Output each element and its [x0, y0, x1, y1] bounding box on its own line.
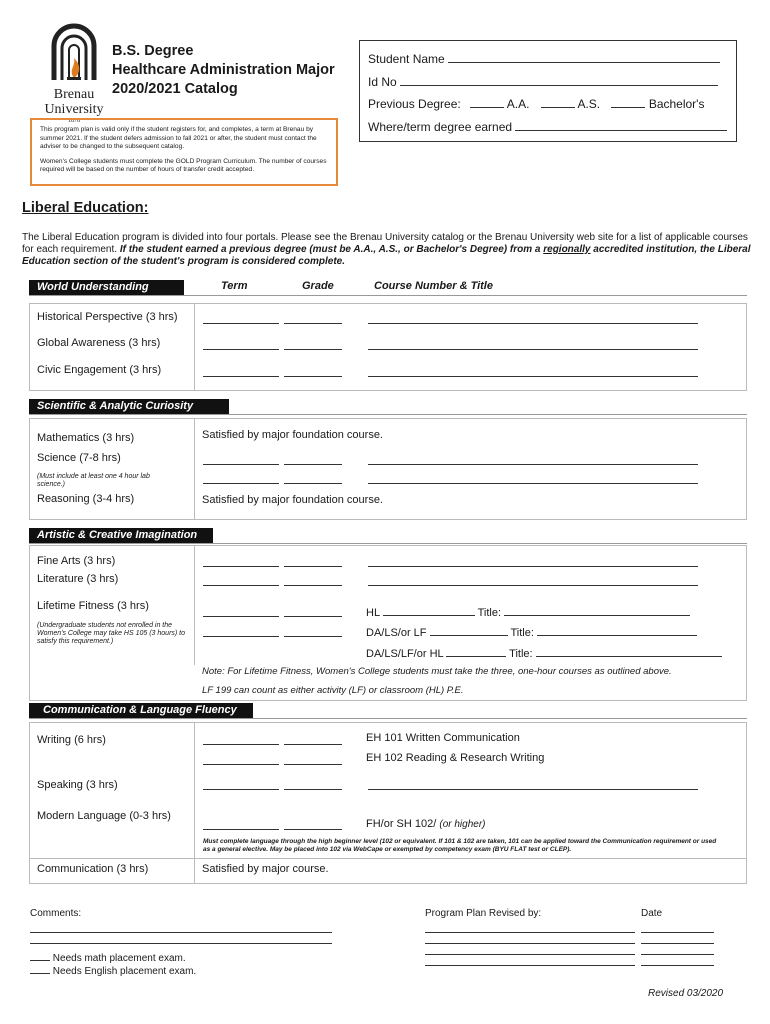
speaking-grade-field[interactable] — [284, 789, 342, 790]
science-term-field-1[interactable] — [203, 464, 279, 465]
comments-label: Comments: — [30, 908, 82, 919]
world-column-divider — [194, 303, 195, 391]
date-line-4[interactable] — [641, 965, 714, 966]
dals-lf-label: DA/LS/or LF — [366, 627, 427, 639]
science-grade-field-2[interactable] — [284, 483, 342, 484]
liberal-education-intro — [22, 232, 752, 268]
catalog-notice-box — [30, 118, 338, 186]
speaking-term-field[interactable] — [203, 789, 279, 790]
comments-line-1[interactable] — [30, 932, 332, 933]
student-name-field[interactable] — [448, 52, 720, 63]
fine-arts-label: Fine Arts (3 hrs) — [37, 555, 116, 567]
math-placement-checkbox[interactable] — [30, 950, 50, 961]
fitness-note-2: LF 199 can count as either activity (LF) or classroom (HL) P.E. — [202, 685, 464, 696]
date-line-1[interactable] — [641, 932, 714, 933]
dals-lf-title-field[interactable] — [537, 625, 697, 636]
logo-name-line1: Brenau — [53, 87, 95, 102]
fine-arts-course-field[interactable] — [368, 566, 698, 567]
communication-row-divider — [29, 858, 747, 859]
lf-term-field[interactable] — [203, 636, 279, 637]
global-grade-field[interactable] — [284, 349, 342, 350]
artistic-imagination-header: Artistic & Creative Imagination — [29, 528, 213, 543]
literature-label: Literature (3 hrs) — [37, 573, 119, 585]
global-awareness-label: Global Awareness (3 hrs) — [37, 337, 161, 349]
mathematics-label: Mathematics (3 hrs) — [37, 432, 135, 444]
historical-perspective-label: Historical Perspective (3 hrs) — [37, 311, 178, 323]
historical-course-field[interactable] — [368, 323, 698, 324]
math-placement-row — [30, 950, 186, 964]
where-earned-field[interactable] — [515, 120, 727, 131]
hl-title-field[interactable] — [504, 605, 690, 616]
mathematics-satisfied: Satisfied by major foundation course. — [202, 429, 383, 441]
math-placement-label: Needs math placement exam. — [52, 953, 186, 964]
science-course-field-2[interactable] — [368, 483, 698, 484]
date-line-3[interactable] — [641, 954, 714, 955]
revised-by-line-2[interactable] — [425, 943, 635, 944]
where-earned-label: Where/term degree earned — [368, 120, 513, 134]
dals-lf-hl-title-field[interactable] — [536, 646, 722, 657]
id-label: Id No — [368, 75, 397, 89]
arch-icon — [40, 22, 108, 82]
hl-term-field[interactable] — [203, 616, 279, 617]
eh101-grade-field[interactable] — [284, 744, 342, 745]
reasoning-label: Reasoning (3-4 hrs) — [37, 493, 135, 505]
global-course-field[interactable] — [368, 349, 698, 350]
intro-plain: The Liberal Education program is divided into four portals. Please see the Brenau University catalog or the Brenau University web site for a list of applicable courses for each requirement. — [22, 232, 748, 255]
fine-arts-grade-field[interactable] — [284, 566, 342, 567]
womens-college-notice: Women's College students must complete the GOLD Program Curriculum. The number of courses required will be based on the number of hours of transfer credit accepted. — [40, 157, 327, 173]
civic-engagement-label: Civic Engagement (3 hrs) — [37, 364, 162, 376]
bachelors-label: Bachelor's — [648, 97, 705, 111]
english-placement-row — [30, 963, 196, 977]
science-lab-note: (Must include at least one 4 hour lab science.) — [37, 473, 150, 488]
artistic-column-divider — [194, 545, 195, 665]
hl-grade-field[interactable] — [284, 616, 342, 617]
previous-degree-label: Previous Degree: — [368, 97, 461, 111]
civic-grade-field[interactable] — [284, 376, 342, 377]
science-term-field-2[interactable] — [203, 483, 279, 484]
lifetime-fitness-label: Lifetime Fitness (3 hrs) — [37, 600, 149, 612]
revised-by-line-1[interactable] — [425, 932, 635, 933]
revised-by-label: Program Plan Revised by: — [425, 908, 542, 919]
liberal-education-heading — [22, 200, 149, 216]
communication-divider — [29, 718, 747, 719]
revised-date: Revised 03/2020 — [648, 988, 724, 999]
science-column-divider — [194, 418, 195, 520]
course-column-header: Course Number & Title — [374, 280, 493, 292]
writing-label: Writing (6 hrs) — [37, 734, 106, 746]
dals-lf-hl-title-label: Title: — [509, 648, 533, 660]
dals-lf-hl-row — [366, 646, 722, 660]
communication-header: Communication & Language Fluency — [29, 703, 253, 718]
revised-by-line-3[interactable] — [425, 954, 635, 955]
bachelors-field[interactable] — [611, 97, 645, 108]
eh102-grade-field[interactable] — [284, 764, 342, 765]
id-field[interactable] — [400, 75, 718, 86]
as-label: A.S. — [577, 97, 601, 111]
eh102-course: EH 102 Reading & Research Writing — [366, 752, 545, 764]
lf-grade-field[interactable] — [284, 636, 342, 637]
lifetime-fitness-note: (Undergraduate students not enrolled in the Women's College may take HS 105 (3 hours) to satisfy this requirement.) — [37, 622, 186, 645]
language-term-field[interactable] — [203, 829, 279, 830]
literature-grade-field[interactable] — [284, 585, 342, 586]
communication-label: Communication (3 hrs) — [37, 863, 149, 875]
dals-lf-hl-label: DA/LS/LF/or HL — [366, 648, 444, 660]
fine-arts-term-field[interactable] — [203, 566, 279, 567]
intro-regionally: regionally — [543, 244, 591, 255]
brenau-logo — [40, 22, 108, 122]
degree-title-line2: Healthcare Administration Major — [112, 62, 335, 78]
english-placement-label: Needs English placement exam. — [52, 966, 197, 977]
degree-title — [112, 42, 335, 99]
where-earned-row — [368, 120, 727, 134]
intro-bold-1: If the student earned a previous degree (must be A.A., A.S., or Bachelor's Degree) from a — [119, 244, 544, 255]
aa-label: A.A. — [506, 97, 530, 111]
eh101-term-field[interactable] — [203, 744, 279, 745]
communication-satisfied: Satisfied by major course. — [202, 863, 329, 875]
science-label: Science (7-8 hrs) — [37, 452, 121, 464]
logo-name-line2: University — [44, 102, 104, 117]
science-grade-field-1[interactable] — [284, 464, 342, 465]
eh101-course: EH 101 Written Communication — [366, 732, 520, 744]
speaking-label: Speaking (3 hrs) — [37, 779, 118, 791]
language-course-higher: (or higher) — [439, 819, 486, 830]
science-divider — [29, 414, 747, 415]
comments-line-2[interactable] — [30, 943, 332, 944]
logo-year: 1878 — [68, 118, 80, 124]
fitness-note-1: Note: For Lifetime Fitness, Women's College students must take the three, one-hour courses as outlined above. — [202, 666, 672, 677]
student-name-label: Student Name — [368, 52, 445, 66]
civic-course-field[interactable] — [368, 376, 698, 377]
language-requirement-note: Must complete language through the high beginner level (102 or equivalent. If 101 & 102 are taken, 101 can be applied toward the Communication requirement or used as a general elective. May be placed into 102 via WebCape or exempted by competency exam (BYU FLAT test or CLEP). — [203, 838, 717, 853]
hl-label: HL — [366, 607, 380, 619]
dals-lf-hl-course-field[interactable] — [446, 646, 506, 657]
modern-language-label: Modern Language (0-3 hrs) — [37, 810, 171, 822]
id-row — [368, 75, 718, 89]
degree-title-line1: B.S. Degree — [112, 43, 194, 59]
catalog-notice-text: This program plan is valid only if the student registers for, and completes, a term at Brenau by summer 2021. If the student defers admission to fall 2021 or after, the student must contact the adviser to be changed to the subsequent catalog. — [40, 126, 317, 150]
world-divider — [29, 295, 747, 296]
literature-term-field[interactable] — [203, 585, 279, 586]
hl-title-label: Title: — [477, 607, 502, 619]
liberal-education-title: Liberal Education: — [22, 200, 149, 216]
world-understanding-header: World Understanding — [29, 280, 184, 295]
language-grade-field[interactable] — [284, 829, 342, 830]
intro-bold-2: accredited institution, the Liberal Education section of the student's program is considered complete. — [22, 244, 751, 267]
speaking-course-field[interactable] — [368, 789, 698, 790]
communication-box — [29, 722, 747, 884]
dals-lf-row — [366, 625, 697, 639]
artistic-divider — [29, 543, 747, 544]
date-line-2[interactable] — [641, 943, 714, 944]
reasoning-satisfied: Satisfied by major foundation course. — [202, 494, 383, 506]
eh102-term-field[interactable] — [203, 764, 279, 765]
grade-column-header: Grade — [302, 280, 334, 292]
scientific-curiosity-box — [29, 418, 747, 520]
communication-column-divider — [194, 722, 195, 884]
previous-degree-row — [368, 97, 704, 111]
language-course-code: FH/or SH 102/ — [366, 818, 437, 830]
science-course-field-1[interactable] — [368, 464, 698, 465]
dals-lf-title-label: Title: — [510, 627, 534, 639]
student-info-box — [359, 40, 737, 142]
hl-course-field[interactable] — [383, 605, 475, 616]
civic-term-field[interactable] — [203, 376, 279, 377]
global-term-field[interactable] — [203, 349, 279, 350]
student-name-row — [368, 52, 720, 66]
term-column-header: Term — [221, 280, 248, 292]
revised-by-line-4[interactable] — [425, 965, 635, 966]
hl-row — [366, 605, 690, 619]
degree-title-line3: 2020/2021 Catalog — [112, 81, 238, 97]
historical-grade-field[interactable] — [284, 323, 342, 324]
language-course — [366, 818, 486, 830]
scientific-curiosity-header: Scientific & Analytic Curiosity — [29, 399, 229, 414]
dals-lf-course-field[interactable] — [430, 625, 508, 636]
literature-course-field[interactable] — [368, 585, 698, 586]
historical-term-field[interactable] — [203, 323, 279, 324]
date-label: Date — [641, 908, 663, 919]
as-field[interactable] — [541, 97, 575, 108]
aa-field[interactable] — [470, 97, 504, 108]
english-placement-checkbox[interactable] — [30, 963, 50, 974]
